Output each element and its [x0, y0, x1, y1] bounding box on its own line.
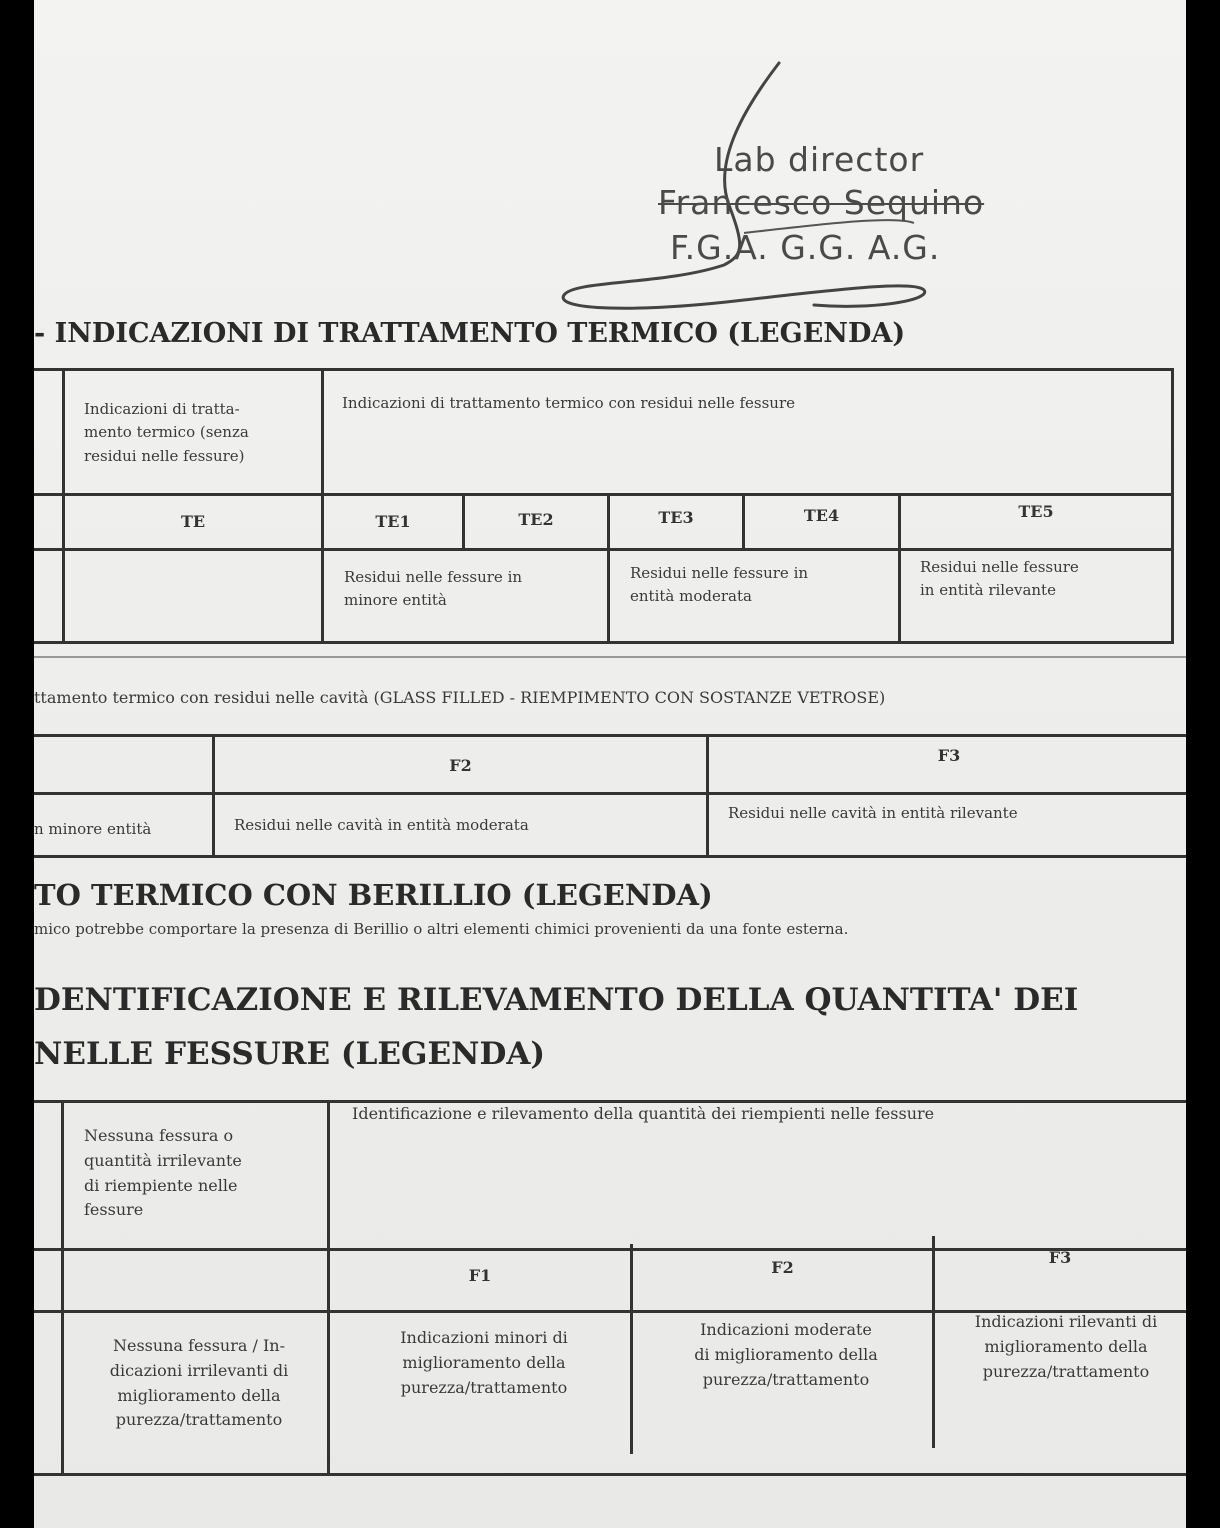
heat-desc-moderate: Residui nelle fessure in entità moderata — [630, 564, 809, 606]
glass-desc-moderate: Residui nelle cavità in entità moderata — [234, 816, 529, 834]
fillers-desc-none: Nessuna fessura / In- dicazioni irrilevanti di miglioramento della purezza/trattamento — [109, 1336, 289, 1430]
beryllium-heading: TO TERMICO CON BERILLIO (LEGENDA) — [34, 878, 713, 912]
fillers-heading-line2: NELLE FESSURE (LEGENDA) — [34, 1036, 546, 1072]
fillers-desc-moderate: Indicazioni moderate di miglioramento della purezza/trattamento — [694, 1320, 878, 1389]
fillers-code-f3: F3 — [1048, 1248, 1072, 1267]
fillers-desc-relevant: Indicazioni rilevanti di miglioramento della purezza/trattamento — [974, 1312, 1158, 1381]
code-te: TE — [180, 512, 206, 531]
fillers-col-fill: Identificazione e rilevamento della quantità dei riempienti nelle fessure — [352, 1104, 935, 1123]
code-te4: TE4 — [803, 506, 840, 525]
code-te2: TE2 — [518, 510, 554, 529]
code-te5: TE5 — [1018, 502, 1054, 521]
fillers-code-f2: F2 — [771, 1258, 794, 1277]
fillers-code-f1: F1 — [468, 1266, 492, 1285]
stamp-credentials: F.G.A. G.G. A.G. — [670, 228, 941, 267]
glass-desc-relevant: Residui nelle cavità in entità rilevante — [728, 804, 1018, 822]
fillers-desc-minor: Indicazioni minori di miglioramento della purezza/trattamento — [400, 1328, 568, 1397]
fillers-heading-line1: DENTIFICAZIONE E RILEVAMENTO DELLA QUANTITA' DEI — [34, 982, 1079, 1018]
glass-desc-minor: n minore entità — [34, 820, 152, 838]
heat-col-no-residue: Indicazioni di tratta- mento termico (senza residui nelle fessure) — [84, 400, 249, 465]
document-page — [34, 0, 1186, 1528]
glass-caption: ttamento termico con residui nelle cavità (GLASS FILLED - RIEMPIMENTO CON SOSTANZE VETROSE) — [34, 688, 886, 707]
heat-desc-minor: Residui nelle fessure in minore entità — [344, 568, 523, 610]
stamp-name — [658, 183, 984, 222]
heat-section-heading: - INDICAZIONI DI TRATTAMENTO TERMICO (LEGENDA) — [34, 318, 906, 349]
code-te1: TE1 — [375, 512, 411, 531]
stamp-role: Lab director — [714, 140, 925, 179]
heat-desc-relevant: Residui nelle fessure in entità rilevante — [920, 558, 1079, 600]
heat-col-residue: Indicazioni di trattamento termico con residui nelle fessure — [342, 394, 796, 412]
code-te3: TE3 — [658, 508, 694, 527]
glass-code-f3: F3 — [937, 746, 961, 765]
beryllium-note: mico potrebbe comportare la presenza di Berillio o altri elementi chimici provenienti da una fonte esterna. — [34, 920, 849, 938]
glass-code-f2: F2 — [449, 756, 472, 775]
fillers-col-none: Nessuna fessura o quantità irrilevante di riempiente nelle fessure — [84, 1126, 242, 1220]
stamp-name-text: Francesco Sequino — [658, 183, 985, 222]
